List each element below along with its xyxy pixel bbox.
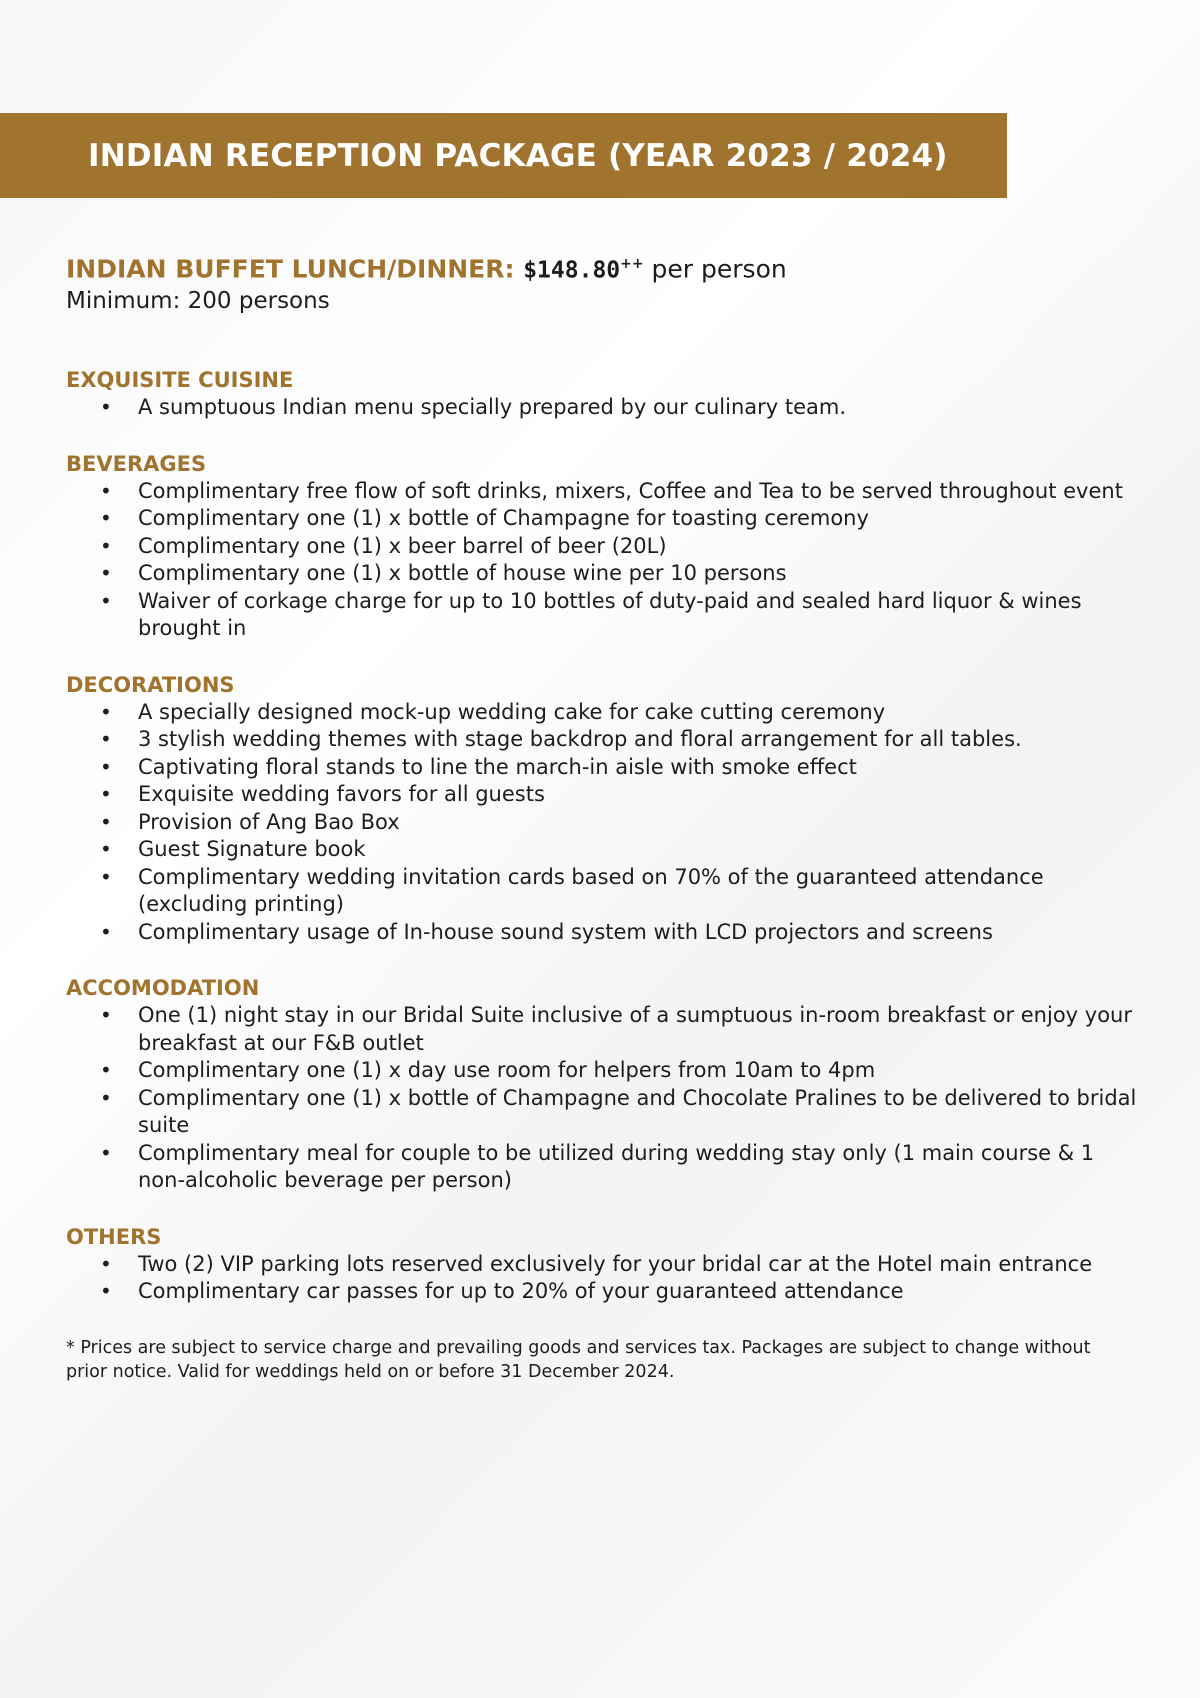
list-item: • 3 stylish wedding themes with stage backdrop and floral arrangement for all tables. <box>66 726 1146 754</box>
section-title: OTHERS <box>66 1224 162 1249</box>
title-banner <box>0 113 1007 198</box>
package-content <box>66 248 1146 1384</box>
item-list <box>66 699 1146 947</box>
section-title: EXQUISITE CUISINE <box>66 368 294 393</box>
item-list <box>66 478 1146 643</box>
item-list <box>66 1251 1146 1306</box>
section-title: BEVERAGES <box>66 451 207 476</box>
list-item: • Complimentary free flow of soft drinks, mixers, Coffee and Tea to be served throughout event <box>66 478 1146 506</box>
list-item: • Complimentary meal for couple to be utilized during wedding stay only (1 main course & 1 non-alcoholic beverage per person) <box>66 1140 1146 1195</box>
price-label: INDIAN BUFFET LUNCH/DINNER: <box>66 254 524 284</box>
list-item: • Two (2) VIP parking lots reserved exclusively for your bridal car at the Hotel main entrance <box>66 1251 1146 1279</box>
list-item: • A specially designed mock-up wedding cake for cake cutting ceremony <box>66 699 1146 727</box>
price-line <box>66 248 1146 286</box>
list-item: • One (1) night stay in our Bridal Suite inclusive of a sumptuous in-room breakfast or enjoy your breakfast at our F&B outlet <box>66 1002 1146 1057</box>
list-item: • Exquisite wedding favors for all guests <box>66 781 1146 809</box>
footnote: * Prices are subject to service charge and prevailing goods and services tax. Packages are subject to change without prior notice. Valid for weddings held on or before 31 December 2024. <box>66 1337 1091 1382</box>
list-item: • Complimentary one (1) x bottle of Champagne for toasting ceremony <box>66 505 1146 533</box>
list-item: • Complimentary one (1) x bottle of house wine per 10 persons <box>66 560 1146 588</box>
section-beverages <box>66 450 1146 643</box>
item-list <box>66 394 1146 422</box>
list-item: • Complimentary usage of In-house sound system with LCD projectors and screens <box>66 919 1146 947</box>
list-item: • Provision of Ang Bao Box <box>66 809 1146 837</box>
item-list <box>66 1002 1146 1195</box>
list-item: • Complimentary one (1) x day use room for helpers from 10am to 4pm <box>66 1057 1146 1085</box>
price-unit: per person <box>643 254 787 284</box>
price-amount: $148.80 <box>523 257 621 284</box>
price-superscript: ++ <box>620 256 644 272</box>
list-item: • Complimentary wedding invitation cards based on 70% of the guaranteed attendance (excluding printing) <box>66 864 1146 919</box>
section-title: DECORATIONS <box>66 672 235 697</box>
minimum-guests: Minimum: 200 persons <box>66 288 330 315</box>
section-title: ACCOMODATION <box>66 976 260 1001</box>
list-item: • Waiver of corkage charge for up to 10 bottles of duty-paid and sealed hard liquor & wines brought in <box>66 588 1146 643</box>
section-cuisine <box>66 366 1146 422</box>
list-item: • Complimentary one (1) x beer barrel of beer (20L) <box>66 533 1146 561</box>
section-decorations <box>66 671 1146 947</box>
list-item: • A sumptuous Indian menu specially prepared by our culinary team. <box>66 394 1146 422</box>
section-others <box>66 1223 1146 1306</box>
page-title: INDIAN RECEPTION PACKAGE (YEAR 2023 / 2024) <box>88 137 948 174</box>
list-item: • Complimentary car passes for up to 20% of your guaranteed attendance <box>66 1278 1146 1306</box>
list-item: • Captivating floral stands to line the march-in aisle with smoke effect <box>66 754 1146 782</box>
list-item: • Guest Signature book <box>66 836 1146 864</box>
section-accommodation <box>66 974 1146 1195</box>
list-item: • Complimentary one (1) x bottle of Champagne and Chocolate Pralines to be delivered to bridal suite <box>66 1085 1146 1140</box>
